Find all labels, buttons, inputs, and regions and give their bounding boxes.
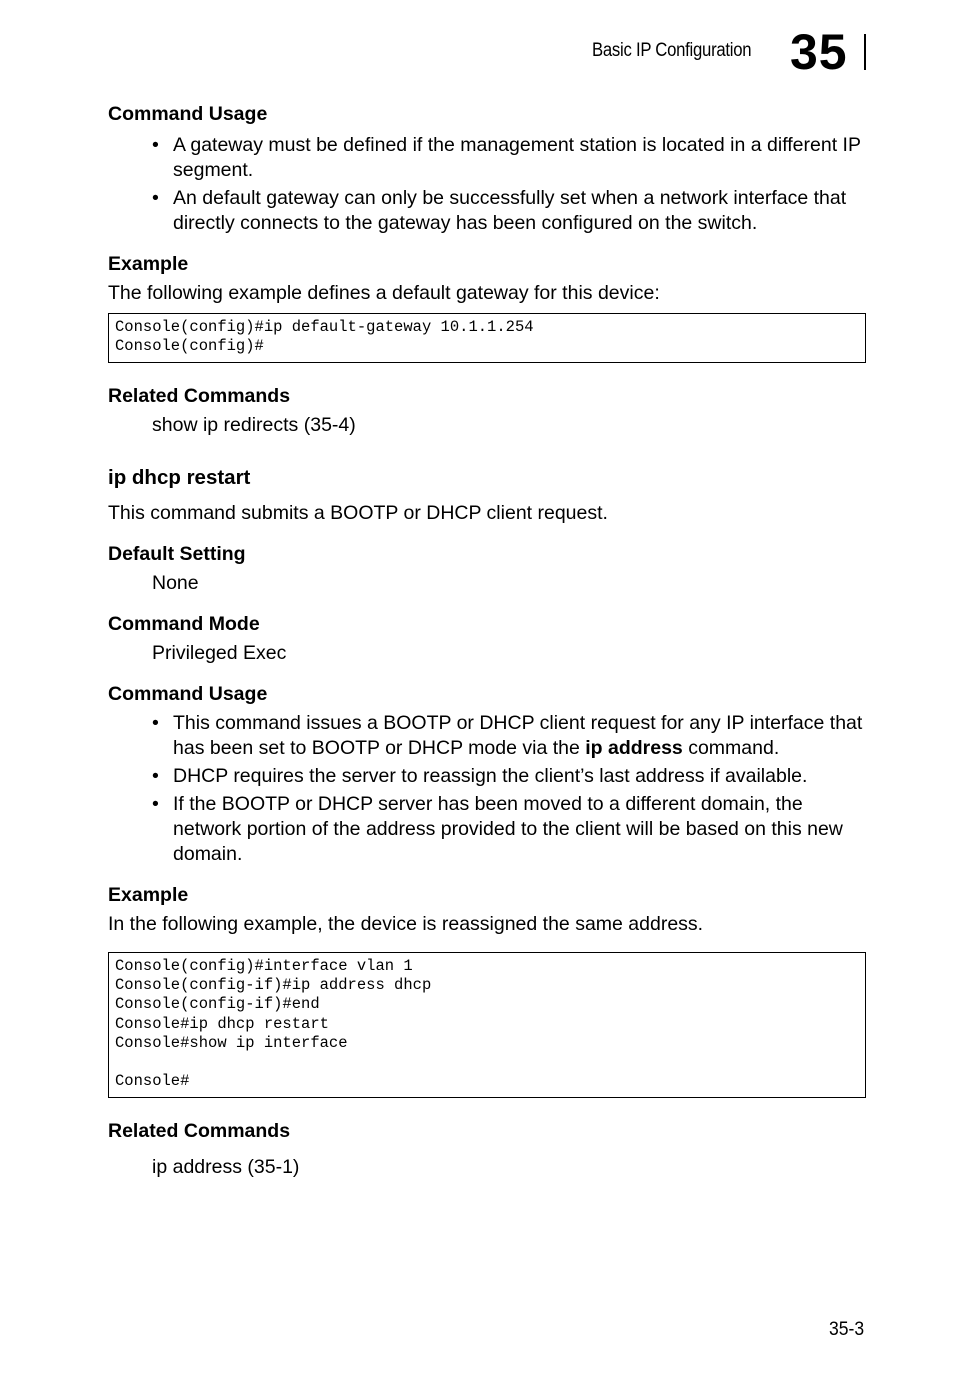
code-block: Console(config)#ip default-gateway 10.1.1.254 Console(config)# xyxy=(108,313,866,363)
ip-address-command-ref: ip address xyxy=(585,737,683,759)
chapter-number: 35 xyxy=(790,24,848,80)
code-block: Console(config)#interface vlan 1 Console(config-if)#ip address dhcp Console(config-if)#end Console#ip dhcp restart Console#show ip interface Console# xyxy=(108,952,866,1098)
default-setting-heading: Default Setting xyxy=(108,543,246,565)
usage-bullet xyxy=(173,711,873,761)
default-setting-value: None xyxy=(152,572,199,594)
example-text: In the following example, the device is reassigned the same address. xyxy=(108,913,704,935)
example-heading: Example xyxy=(108,884,189,906)
command-usage-heading: Command Usage xyxy=(108,683,268,705)
header-rule xyxy=(864,34,866,70)
bullet-marker: • xyxy=(152,793,159,815)
usage-bullet-text: This command issues a BOOTP or DHCP client request for any IP interface that has been set to BOOTP or DHCP mode via the xyxy=(173,712,863,759)
command-description: This command submits a BOOTP or DHCP client request. xyxy=(108,502,608,524)
command-usage-heading: Command Usage xyxy=(108,103,268,125)
usage-bullet-text: command. xyxy=(682,737,780,759)
bullet-marker: • xyxy=(152,134,159,156)
related-command-item: show ip redirects (35-4) xyxy=(152,414,356,436)
bullet-marker: • xyxy=(152,187,159,209)
command-mode-value: Privileged Exec xyxy=(152,642,287,664)
usage-bullet: If the BOOTP or DHCP server has been moved to a different domain, the network portion of the address provided to the client will be based on this new domain. xyxy=(173,793,843,865)
bullet-marker: • xyxy=(152,712,159,734)
command-title: ip dhcp restart xyxy=(108,466,251,489)
example-heading: Example xyxy=(108,253,189,275)
example-text: The following example defines a default gateway for this device: xyxy=(108,282,660,304)
usage-bullet: DHCP requires the server to reassign the client’s last address if available. xyxy=(173,765,808,787)
command-mode-heading: Command Mode xyxy=(108,613,260,635)
related-commands-heading: Related Commands xyxy=(108,1120,291,1142)
page-number: 35-3 xyxy=(829,1318,865,1340)
related-command-item: ip address (35-1) xyxy=(152,1156,300,1178)
usage-bullet: An default gateway can only be successfully set when a network interface that directly connects to the gateway has been configured on the switch. xyxy=(173,187,847,234)
usage-bullet: A gateway must be defined if the management station is located in a different IP segment. xyxy=(173,134,861,181)
related-commands-heading: Related Commands xyxy=(108,385,291,407)
bullet-marker: • xyxy=(152,765,159,787)
running-header-title: Basic IP Configuration xyxy=(592,40,752,61)
